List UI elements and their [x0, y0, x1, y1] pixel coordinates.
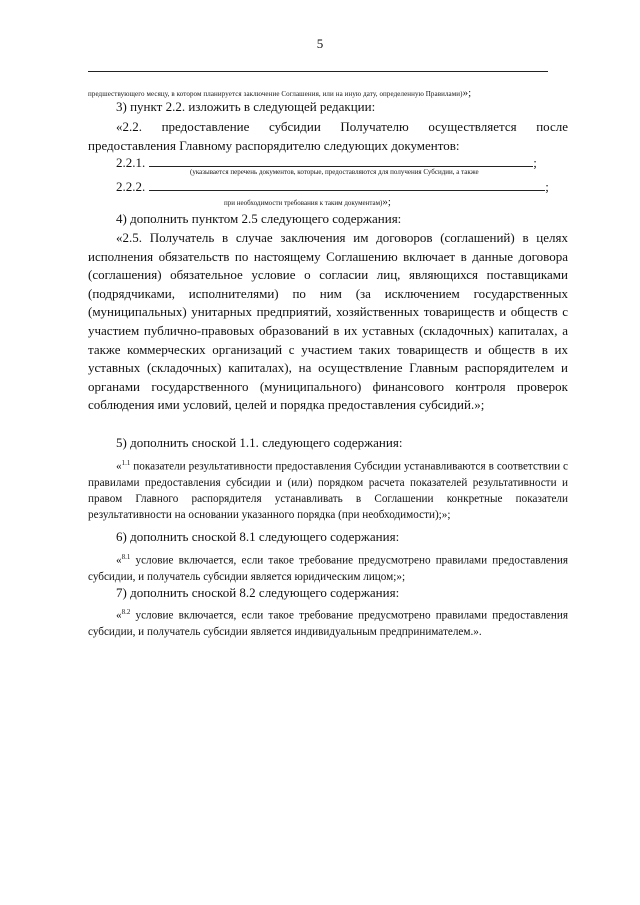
item-3: 3) пункт 2.2. изложить в следующей редакции:	[116, 99, 376, 114]
item-5: 5) дополнить сноской 1.1. следующего содержания:	[116, 435, 403, 450]
footnote-1-1-open: «	[116, 460, 122, 473]
row-2-2-1-label: 2.2.1.	[116, 155, 146, 170]
footnote-8-2-mark: 8.2	[121, 608, 131, 616]
footnote-separator-line	[88, 71, 548, 72]
footnote-1-1	[88, 455, 568, 523]
row-2-2-2-caption-line	[224, 196, 391, 208]
footnote-1-1-mark: 1.1	[121, 459, 131, 467]
row-2-2-2-label: 2.2.2.	[116, 179, 146, 194]
item-4: 4) дополнить пунктом 2.5 следующего содержания:	[116, 211, 402, 226]
footnote-8-1-text: условие включается, если такое требование предусмотрено правилами предоставления субсидии, и получатель субсидии является юридическим лицом;»;	[88, 554, 568, 583]
row-2-2-1-end: ;	[533, 155, 537, 170]
clause-2-5: «2.5. Получатель в случае заключения им договоров (соглашений) в целях исполнения обязательств по настоящему Соглашению включает в данные договора (соглашения) обязательное условие о согласии лиц, являющихся поставщиками (подрядчиками, исполнителями) по ним (за исключением государственных (муниципальных) унитарных предприятий, хозяйственных товариществ и обществ с участием публично-правовых образований в их уставных (складочных) капиталах, а также коммерческих организаций с участием таких товариществ и обществ в их уставных (складочных) капиталах), на осуществление Главным распорядителем и органами государственного (муниципального) финансового контроля проверок соблюдения ими условий, целей и порядка предоставления субсидий.»;	[88, 230, 568, 413]
footnote-8-2-text: условие включается, если такое требование предусмотрено правилами предоставления субсидии, и получатель субсидии является индивидуальным предпринимателем.».	[88, 609, 568, 638]
footnote-8-1-mark: 8.1	[121, 553, 131, 561]
footnote-1-1-text: показатели результативности предоставления Субсидии устанавливаются в соответствии с правилами предоставления субсидии и (или) порядком расчета показателей результативности и правом Главного распорядителя устанавливать в Соглашении конкретные показатели результативности на основании указанного порядка (при необходимости);»;	[88, 460, 568, 521]
row-2-2-2-caption-end: »;	[382, 196, 391, 208]
page-number: 5	[316, 36, 324, 51]
footnote-8-2	[88, 604, 568, 640]
row-2-2-2	[116, 177, 549, 195]
row-2-2-1-caption: (указывается перечень документов, которые, предоставляются для получения Субсидии, а также	[190, 168, 479, 176]
footnote-8-1	[88, 549, 568, 585]
item-6: 6) дополнить сноской 8.1 следующего содержания:	[116, 529, 400, 544]
row-2-2-2-blank	[149, 177, 545, 191]
row-2-2-1-blank	[149, 153, 533, 167]
row-2-2-2-caption: при необходимости требования к таким документам)	[224, 199, 383, 207]
item-7: 7) дополнить сноской 8.2 следующего содержания:	[116, 585, 400, 600]
footnote-8-2-open: «	[116, 609, 122, 622]
footnote-tail-end: »;	[462, 87, 472, 99]
clause-2-2: «2.2. предоставление субсидии Получателю осуществляется после предоставления Главному распорядителю следующих документов:	[88, 119, 568, 153]
footnote-tail-text: предшествующего месяцу, в котором планируется заключение Соглашения, или на иную дату, определенную Правилами)	[88, 90, 463, 98]
footnote-8-1-open: «	[116, 554, 122, 567]
row-2-2-2-end: ;	[545, 179, 549, 194]
